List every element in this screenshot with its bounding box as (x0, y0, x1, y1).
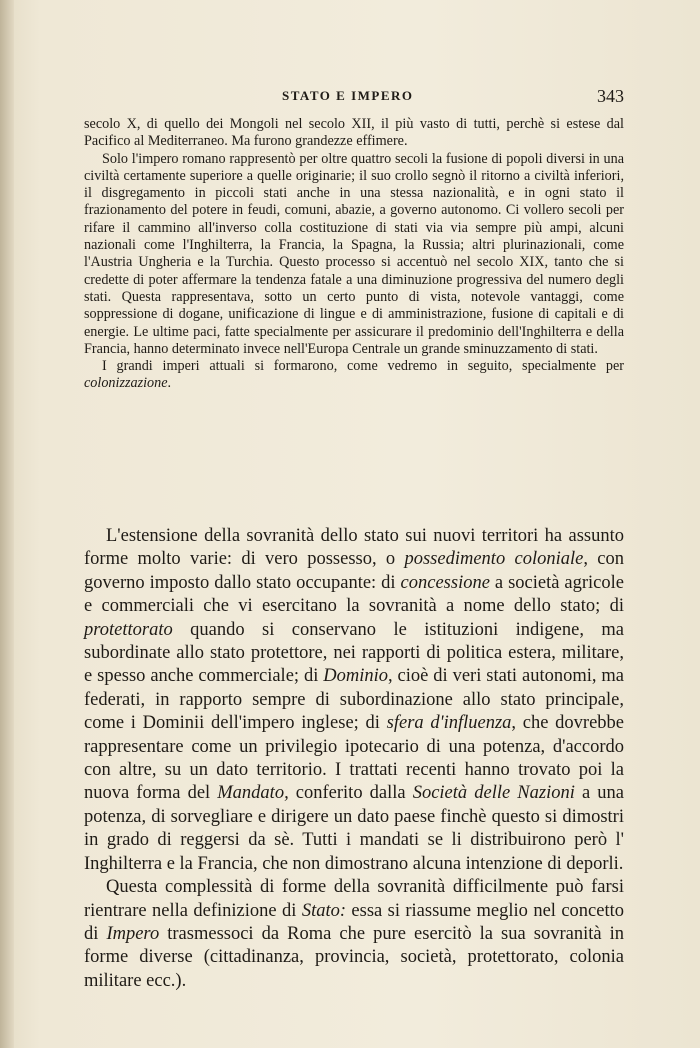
main-p2-text-3: trasmessoci da Roma che pure esercitò la sua sovranità in forme diverse (cittadinanza, provincia, società, protettorato, colonia militare ecc.). (84, 923, 625, 991)
main-p1-text-3: a società agricole e commerciali che vi esercitano la sovranità a nome dello stato; di (84, 572, 624, 617)
main-p2-emphasis-2: Impero (106, 923, 160, 944)
main-p1-emphasis-4: Dominio (323, 666, 389, 687)
running-title: STATO E IMPERO (282, 88, 414, 103)
page-binding-edge (0, 0, 14, 1048)
main-p1-text-5: , cioè di veri stati autonomi, ma federati, in rapporto sempre di subordinazione allo stato principale, come i Dominii dell'impero inglese; di (84, 666, 624, 734)
small-paragraph-3-text-a: I grandi imperi attuali si formarono, come vedremo in seguito, specialmente per (102, 358, 624, 375)
main-p1-text-6: , che dovrebbe rappresentare come un privilegio ipotecario di una potenza, d'accordo con altre, su un dato territorio. I trattati recenti hanno trovato poi la nuova forma del (84, 713, 624, 804)
main-text-section (84, 525, 624, 993)
main-p1-text-1: L'estensione della sovranità dello stato sui nuovi territori ha assunto forme molto varie: di vero possesso, o (84, 526, 624, 570)
main-p2-text-2: essa si riassume meglio nel concetto di (84, 900, 624, 944)
small-paragraph-3-emphasis: colonizzazione (84, 375, 168, 392)
small-paragraph-2: Solo l'impero romano rappresentò per oltre quattro secoli la fusione di popoli diversi in una civiltà certamente superiore a quelle originarie; il suo crollo segnò il ritorno a civiltà inferiori, il disgregamento in piccoli stati anche in una stessa nazionalità, e in ogni stato il frazionamento del potere in feudi, comuni, abazie, a governo autonomo. Ci vollero secoli per rifare il cammino all'inverso colla costituzione di stati via via sempre più ampi, alcuni nazionali come l'Inghilterra, la Francia, la Spagna, la Russia; altri plurinazionali, come l'Austria Ungheria e la Turchia. Questo processo si accentuò nel secolo XIX, tanto che si credette di poter affermare la tendenza fatale a una diminuzione progressiva del numero degli stati. Questa rappresentava, sotto un certo punto di vista, notevole vantaggi, come soppressione di dogane, unificazione di lingue e di amministrazione, fusione di capitali e di energie. Le ultime paci, fatte specialmente per assicurare il predominio dell'Inghilterra e della Francia, hanno determinato invece nell'Europa Centrale un grande sminuzzamento di stati. (84, 150, 624, 357)
page-header (84, 86, 624, 110)
small-paragraph-3 (84, 358, 624, 393)
page-number: 343 (597, 86, 624, 106)
main-p1-text-8: a una potenza, di sorvegliare e dirigere un dato paese finchè questo si dimostri in grado di reggersi da sè. Tutti i mandati se li distribuirono però l' Inghilterra e la Francia, che non dimostrano alcuna intenzione di deporli. (84, 783, 624, 874)
main-paragraph-1 (84, 525, 624, 876)
main-paragraph-2 (84, 876, 624, 993)
main-p1-text-7: conferito dalla (288, 783, 413, 804)
main-p1-emphasis-6: Mandato, (217, 783, 289, 804)
small-paragraph-1: secolo X, di quello dei Mongoli nel secolo XII, il più vasto di tutti, perchè si estese dal Pacifico al Mediterraneo. Ma furono grandezze effimere. (84, 116, 624, 150)
main-p1-emphasis-7: Società delle Nazioni (412, 783, 575, 804)
main-p2-emphasis-1: Stato: (301, 900, 347, 921)
main-p1-emphasis-2: concessione (400, 572, 490, 593)
main-p1-text-2: , con governo imposto dallo stato occupante: di (84, 549, 624, 593)
main-p2-text-1: Questa complessità di forme della sovranità difficilmente può farsi rientrare nella definizione di (84, 877, 624, 921)
main-p1-emphasis-3: protettorato (84, 619, 173, 640)
small-paragraph-3-text-b: . (167, 375, 172, 392)
main-p1-emphasis-1: possedimento coloniale (404, 549, 584, 570)
main-p1-text-4: quando si conservano le istituzioni indigene, ma subordinate allo stato protettore, nei rapporti di politica estera, militare, e spesso anche commerciale; di (84, 619, 624, 687)
small-print-section (84, 116, 624, 393)
main-p1-emphasis-5: sfera d'influenza (386, 713, 512, 734)
